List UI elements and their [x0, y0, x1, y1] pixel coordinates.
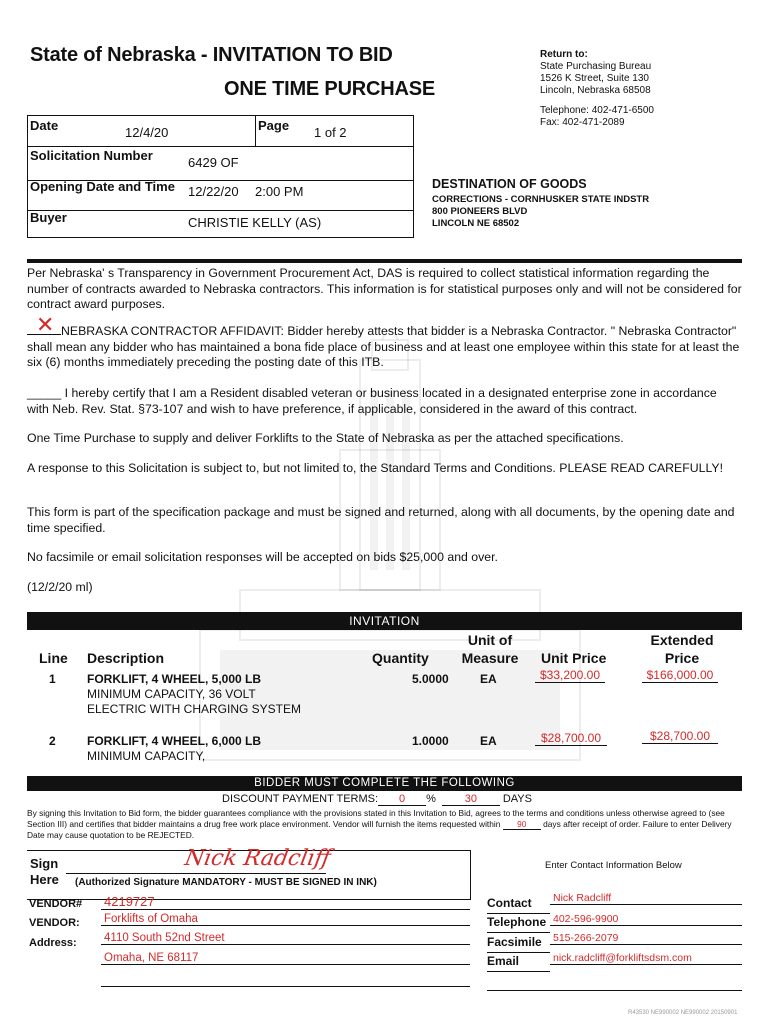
row-line-number: 2 [49, 734, 56, 748]
info-box [27, 115, 414, 238]
row-unit-price-field[interactable]: $33,200.00 [535, 668, 605, 683]
row-description: ELECTRIC WITH CHARGING SYSTEM [87, 702, 302, 716]
date-value: 12/4/20 [125, 125, 169, 140]
contact-value: Nick Radcliff [553, 892, 612, 904]
signature-line [66, 872, 326, 874]
facsimile-value: 515-266-2079 [553, 932, 619, 944]
row-unit: EA [480, 734, 497, 748]
row-description: FORKLIFT, 4 WHEEL, 6,000 LB [87, 734, 262, 748]
email-separator [487, 970, 550, 972]
return-to-line: Lincoln, Nebraska 68508 [540, 85, 651, 96]
facsimile-label: Facsimile [487, 935, 542, 949]
vendor-name-value: Forklifts of Omaha [104, 913, 198, 925]
telephone-field[interactable] [550, 913, 742, 926]
row-unit: EA [480, 672, 497, 686]
sign-label: Sign [30, 856, 59, 871]
delivery-days-field[interactable]: 90 [503, 819, 541, 831]
return-to-block [540, 49, 654, 129]
col-header-extended: Extended [650, 632, 714, 648]
buyer-label: Buyer [30, 210, 67, 225]
vendor-number-value: 4219727 [104, 894, 155, 909]
page-value: 1 of 2 [314, 125, 347, 140]
email-label: Email [487, 954, 520, 968]
date-label: Date [30, 118, 59, 133]
solicitation-value: 6429 OF [188, 155, 239, 170]
address-line2-value: Omaha, NE 68117 [104, 952, 199, 964]
transparency-paragraph: Per Nebraska' s Transparency in Government Procurement Act, DAS is required to collect statistical information regarding the number of contracts awarded to Nebraska contractors. This information is for statistical purposes only and will not be considered for contract award purposes. [27, 266, 742, 311]
note-paragraph: (12/2/20 ml) [27, 580, 93, 594]
destination-line: CORRECTIONS - CORNHUSKER STATE INDSTR [432, 194, 650, 205]
destination-block [432, 177, 649, 230]
page-title: State of Nebraska - INVITATION TO BID [30, 44, 393, 66]
address-line1-value: 4110 South 52nd Street [104, 932, 225, 944]
bidder-bar: BIDDER MUST COMPLETE THE FOLLOWING [27, 776, 742, 791]
discount-label: DISCOUNT PAYMENT TERMS: [222, 793, 379, 805]
vendor-label: VENDOR: [29, 917, 80, 929]
here-label: Here [30, 872, 59, 887]
authorized-signature-label: (Authorized Signature MANDATORY - MUST BE SIGNED IN INK) [75, 877, 377, 888]
vendor-name-field[interactable] [101, 913, 470, 926]
col-header-measure: Measure [461, 650, 519, 666]
address-label: Address: [29, 937, 77, 949]
email-field[interactable] [550, 952, 742, 965]
destination-line: 800 PIONEERS BLVD [432, 206, 528, 217]
telephone-value: 402-596-9900 [553, 913, 619, 925]
days-label: DAYS [502, 793, 532, 805]
row-quantity: 5.0000 [412, 672, 449, 686]
contact-label: Contact [487, 896, 532, 910]
contact-info-label: Enter Contact Information Below [545, 860, 682, 871]
col-header-unit-of: Unit of [467, 632, 513, 648]
invitation-bar: INVITATION [27, 612, 742, 630]
affidavit-check-mark[interactable]: ✕ [36, 312, 55, 337]
return-to-line: 1526 K Street, Suite 130 [540, 73, 649, 84]
return-to-label: Return to: [540, 49, 588, 60]
opening-date: 12/22/20 [188, 184, 239, 199]
email-value: nick.radcliff@forkliftsdsm.com [553, 952, 692, 964]
veteran-paragraph [27, 386, 742, 417]
col-header-line: Line [39, 650, 68, 666]
purpose-paragraph: One Time Purchase to supply and deliver Forklifts to the State of Nebraska as per the attached specifications. [27, 431, 624, 445]
footer-code: R43530 NE990002 NE990002 20150901 [628, 1010, 738, 1016]
page-label: Page [258, 118, 290, 133]
fine-print-text: days after receipt of order. Failure to enter Delivery Date may cause quotation to be REJECTED. [27, 818, 732, 840]
return-to-line: State Purchasing Bureau [540, 61, 652, 72]
affidavit-paragraph [27, 312, 742, 371]
col-header-description: Description [87, 650, 165, 666]
address-line2-field[interactable] [101, 952, 470, 965]
spec-paragraph: This form is part of the specification package and must be signed and returned, along with all documents, by the opening date and time specified. [27, 505, 735, 535]
row-unit-price-field[interactable]: $28,700.00 [535, 731, 607, 746]
row-extended-price-field[interactable]: $166,000.00 [642, 668, 718, 683]
extra-contact-line[interactable] [487, 989, 742, 991]
response-paragraph: A response to this Solicitation is subject to, but not limited to, the Standard Terms and Conditions. PLEASE READ CAREFULLY! [27, 461, 724, 475]
telephone-label: Telephone [487, 915, 547, 929]
telephone-separator [487, 931, 550, 933]
veteran-text: I hereby certify that I am a Resident disabled veteran or business located in a designated enterprise zone in accordance with Neb. Rev. Stat. §73-107 and wish to have preference, if applicable, considered in the award of this contract. [27, 386, 717, 416]
row-description: MINIMUM CAPACITY, 36 VOLT [87, 687, 256, 701]
opening-time: 2:00 PM [255, 184, 304, 199]
row-line-number: 1 [49, 672, 56, 686]
row-description: FORKLIFT, 4 WHEEL, 5,000 LB [87, 672, 262, 686]
opening-label: Opening Date and Time [30, 179, 175, 194]
veteran-blank[interactable]: _____ [27, 386, 62, 400]
row-quantity: 1.0000 [412, 734, 449, 748]
facsimile-separator [487, 951, 550, 953]
buyer-value: CHRISTIE KELLY (AS) [188, 215, 322, 230]
destination-title: DESTINATION OF GOODS [432, 177, 587, 191]
signature-field[interactable]: Nick Radcliff [182, 846, 333, 871]
solicitation-label: Solicitation Number [30, 148, 153, 163]
percent-sign: % [426, 793, 436, 805]
discount-terms [222, 793, 532, 806]
discount-percent-field[interactable]: 0 [378, 793, 426, 806]
contact-separator [487, 912, 550, 914]
page-subtitle: ONE TIME PURCHASE [224, 78, 436, 100]
address-line3-field[interactable] [101, 985, 470, 987]
destination-line: LINCOLN NE 68502 [432, 218, 520, 229]
row-extended-price-field[interactable]: $28,700.00 [642, 729, 718, 744]
vendor-number-field[interactable] [101, 894, 470, 910]
bidder-fine-print [27, 808, 742, 841]
contact-field[interactable] [550, 892, 742, 905]
section-divider [27, 259, 742, 263]
row-description: MINIMUM CAPACITY, [87, 749, 206, 763]
affidavit-text: NEBRASKA CONTRACTOR AFFIDAVIT: Bidder hereby attests that bidder is a Nebraska Contractor. " Nebraska Contractor" shall mean any bidder who has maintained a bona fide place of business and at least one employee within this state for at least the six (6) months immediately preceding the posting date of this ITB. [27, 324, 740, 369]
fax-text: Fax: 402-471-2089 [540, 117, 625, 128]
telephone-text: Telephone: 402-471-6500 [540, 105, 654, 116]
fine-print-text: By signing this Invitation to Bid form, the bidder guarantees compliance with the provisions stated in this Invitation to Bid, agrees to the terms and conditions unless otherwise agreed to (see Section III) and certifies that bidder maintains a drug free work place environment. Vendor will furnish the items requested within [27, 808, 725, 829]
col-header-quantity: Quantity [372, 650, 429, 666]
col-header-unit-price: Unit Price [541, 650, 607, 666]
vendor-number-label: VENDOR# [29, 898, 83, 910]
facsimile-field[interactable] [550, 932, 742, 945]
col-header-price: Price [664, 650, 700, 666]
discount-days-field[interactable]: 30 [442, 793, 500, 806]
address-line1-field[interactable] [101, 932, 470, 945]
no-fax-paragraph: No facsimile or email solicitation responses will be accepted on bids $25,000 and over. [27, 550, 498, 564]
